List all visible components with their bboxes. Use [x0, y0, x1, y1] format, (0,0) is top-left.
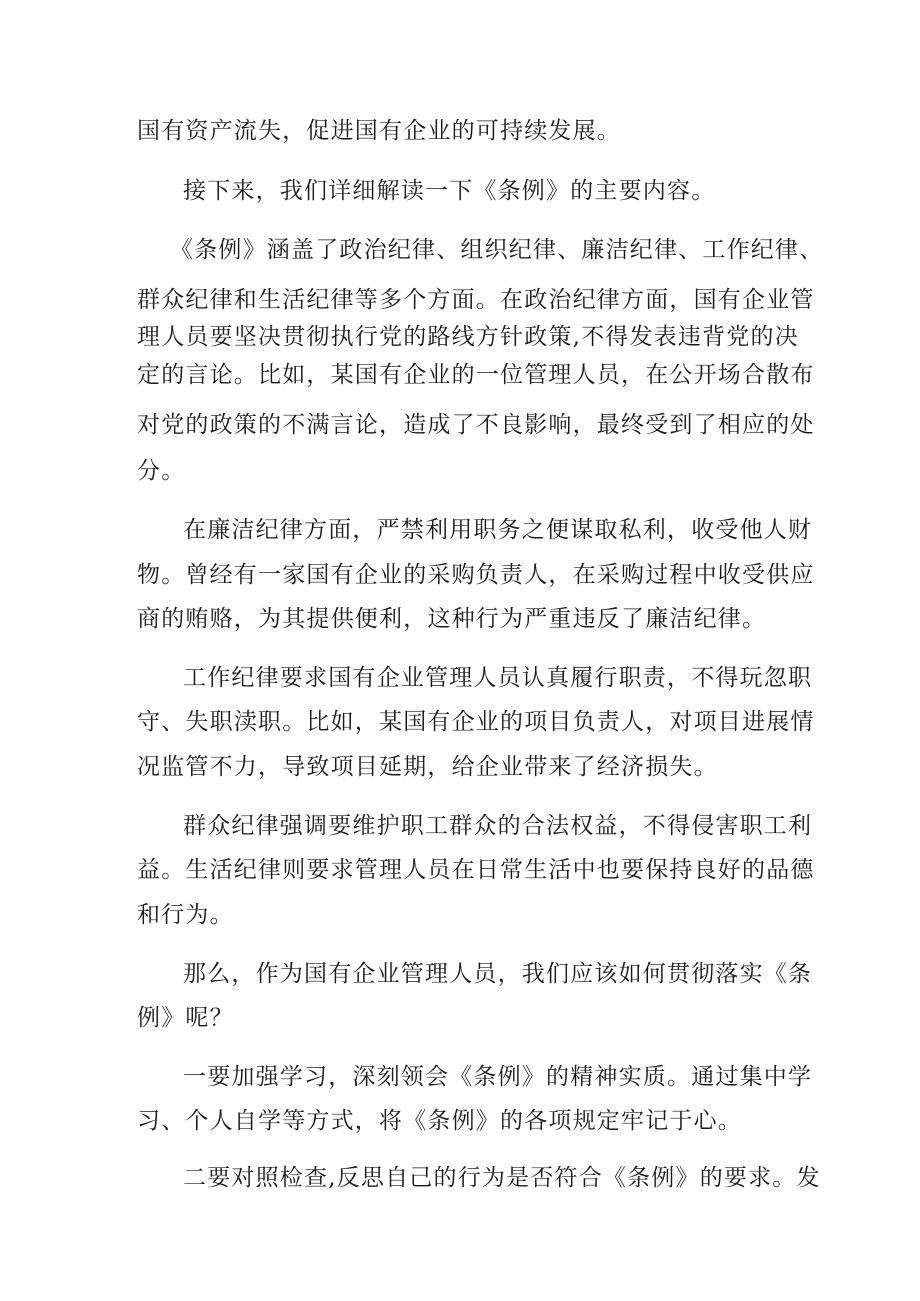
text-line: 物。曾经有一家国有企业的采购负责人，在采购过程中收受供应 [137, 562, 815, 588]
text-line: 分。 [137, 458, 186, 484]
text-line: 在廉洁纪律方面，严禁利用职务之便谋取私利，收受他人财 [183, 517, 813, 543]
text-line: 国有资产流失，促进国有企业的可持续发展。 [137, 118, 621, 144]
text-line: 和行为。 [137, 902, 234, 928]
text-line: 一要加强学习，深刻领会《条例》的精神实质。通过集中学 [183, 1064, 813, 1090]
text-line: 商的贿赂，为其提供便利，这种行为严重违反了廉洁纪律。 [137, 606, 767, 632]
text-line: 对党的政策的不满言论，造成了不良影响，最终受到了相应的处 [137, 412, 815, 438]
text-line: 习、个人自学等方式，将《条例》的各项规定牢记于心。 [137, 1108, 742, 1134]
text-line: 定的言论。比如，某国有企业的一位管理人员，在公开场合散布 [137, 362, 815, 388]
text-line: 那么，作为国有企业管理人员，我们应该如何贯彻落实《条 [183, 961, 813, 987]
text-line: 工作纪律要求国有企业管理人员认真履行职责，不得玩忽职 [183, 665, 813, 691]
text-line: 接下来，我们详细解读一下《条例》的主要内容。 [183, 178, 716, 204]
text-line: 益。生活纪律则要求管理人员在日常生活中也要保持良好的品德 [137, 857, 815, 883]
text-line: 群众纪律和生活纪律等多个方面。在政治纪律方面，国有企业管 [137, 287, 815, 313]
text-line: 《条例》涵盖了政治纪律、组织纪律、廉洁纪律、工作纪律、 [170, 237, 824, 263]
text-line: 二要对照检查,反思自己的行为是否符合《条例》的要求。发 [183, 1165, 821, 1191]
text-line: 理人员要坚决贯彻执行党的路线方针政策,不得发表违背党的决 [137, 324, 799, 350]
text-line: 例》呢？ [137, 1005, 234, 1031]
text-line: 守、失职渎职。比如，某国有企业的项目负责人，对项目进展情 [137, 709, 815, 735]
text-line: 况监管不力，导致项目延期，给企业带来了经济损失。 [137, 754, 718, 780]
text-line: 群众纪律强调要维护职工群众的合法权益，不得侵害职工利 [183, 813, 813, 839]
